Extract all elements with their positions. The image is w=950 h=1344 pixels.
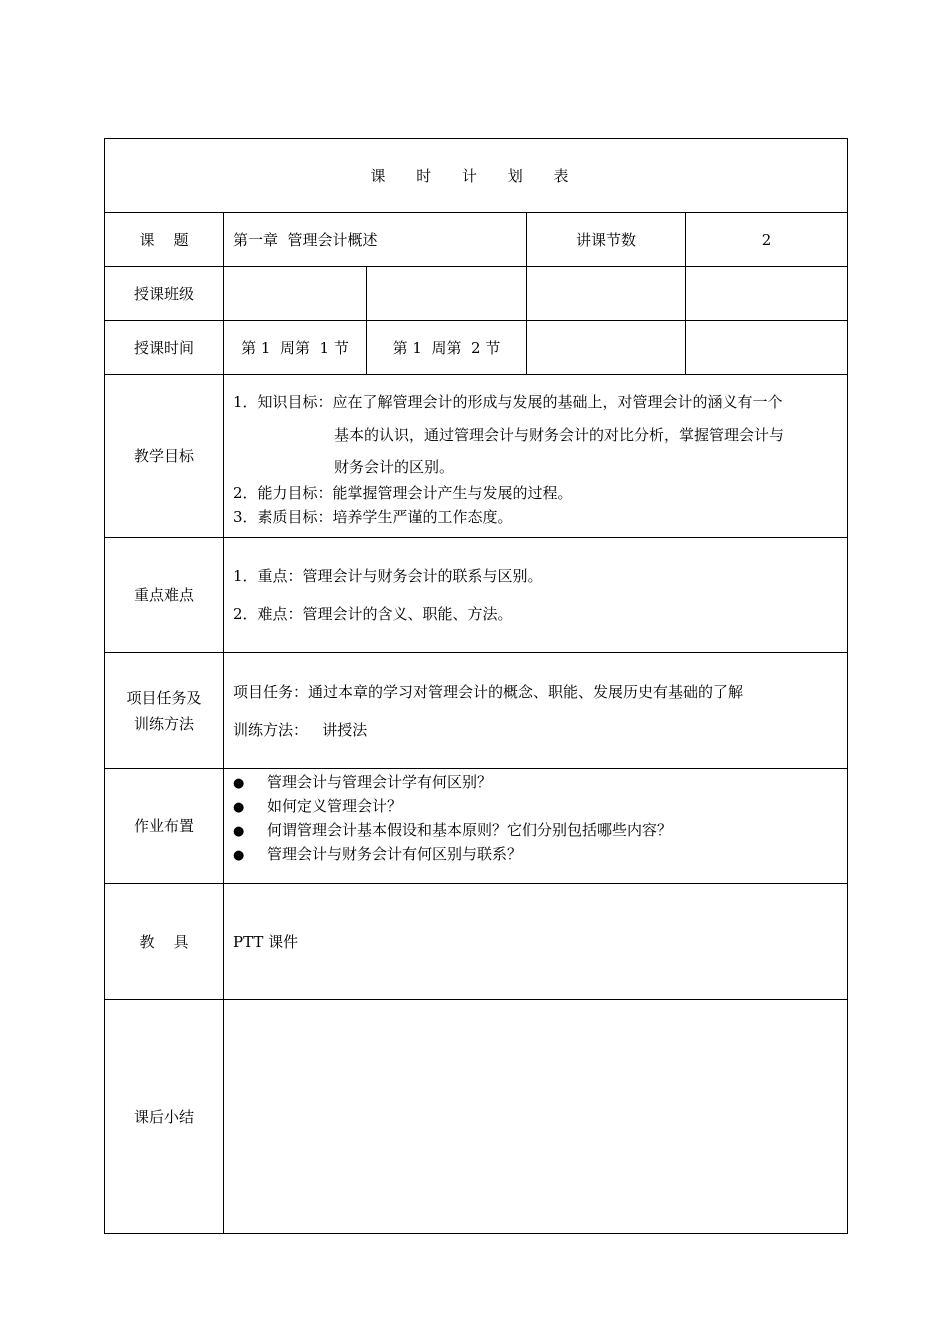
objective-line: 基本的认识，通过管理会计与财务会计的对比分析，掌握管理会计与 [334,426,785,444]
summary-value [224,1000,848,1234]
hours-label: 讲课节数 [527,213,686,267]
tasks-label-line: 项目任务及 [126,688,202,707]
objectives-content [224,375,848,538]
lesson-plan-table [104,138,848,1234]
tasks-label [105,653,224,769]
key-points-label: 重点难点 [105,538,224,653]
tasks-label-line: 训练方法 [133,714,194,733]
time-label: 授课时间 [105,321,224,375]
key-point-line: 1．重点：管理会计与财务会计的联系与区别。 [233,567,543,585]
time-slot-2: 第 1 周第 2 节 [367,321,527,375]
time-cell-4 [686,321,848,375]
class-cell-4 [686,267,848,321]
key-point-line: 2．难点：管理会计的含义、职能、方法。 [233,605,513,623]
topic-label: 课 题 [105,213,224,267]
bullet-icon: ● [233,776,245,791]
class-cell-1 [224,267,367,321]
objective-line: 财务会计的区别。 [334,458,455,476]
objectives-label: 教学目标 [105,375,224,538]
bullet-icon: ● [233,800,245,815]
topic-value: 第一章 管理会计概述 [224,213,527,267]
class-cell-2 [367,267,527,321]
objective-line: 2．能力目标：能掌握管理会计产生与发展的过程。 [233,484,573,502]
time-slot-1: 第 1 周第 1 节 [224,321,367,375]
class-cell-3 [527,267,686,321]
list-item: ● 如何定义管理会计？ [233,795,847,819]
tasks-content [224,653,848,769]
class-label: 授课班级 [105,267,224,321]
hours-value: 2 [686,213,848,267]
homework-list [224,771,847,867]
list-item: ● 管理会计与管理会计学有何区别？ [233,771,847,795]
list-item: ● 何谓管理会计基本假设和基本原则？它们分别包括哪些内容？ [233,819,847,843]
table-title: 课 时 计 划 表 [105,139,848,213]
list-item: ● 管理会计与财务会计有何区别与联系？ [233,843,847,867]
task-line: 项目任务：通过本章的学习对管理会计的概念、职能、发展历史有基础的了解 [233,682,744,701]
method-line: 训练方法： 讲授法 [233,720,368,739]
time-cell-3 [527,321,686,375]
homework-content [224,769,848,884]
homework-label: 作业布置 [105,769,224,884]
summary-label: 课后小结 [105,1000,224,1234]
bullet-icon: ● [233,848,245,863]
objective-line: 1．知识目标：应在了解管理会计的形成与发展的基础上，对管理会计的涵义有一个 [233,393,783,411]
tools-value: PTT 课件 [224,884,848,1000]
objective-line: 3．素质目标：培养学生严谨的工作态度。 [233,508,513,526]
key-points-content [224,538,848,653]
tools-label: 教 具 [105,884,224,1000]
bullet-icon: ● [233,824,245,839]
